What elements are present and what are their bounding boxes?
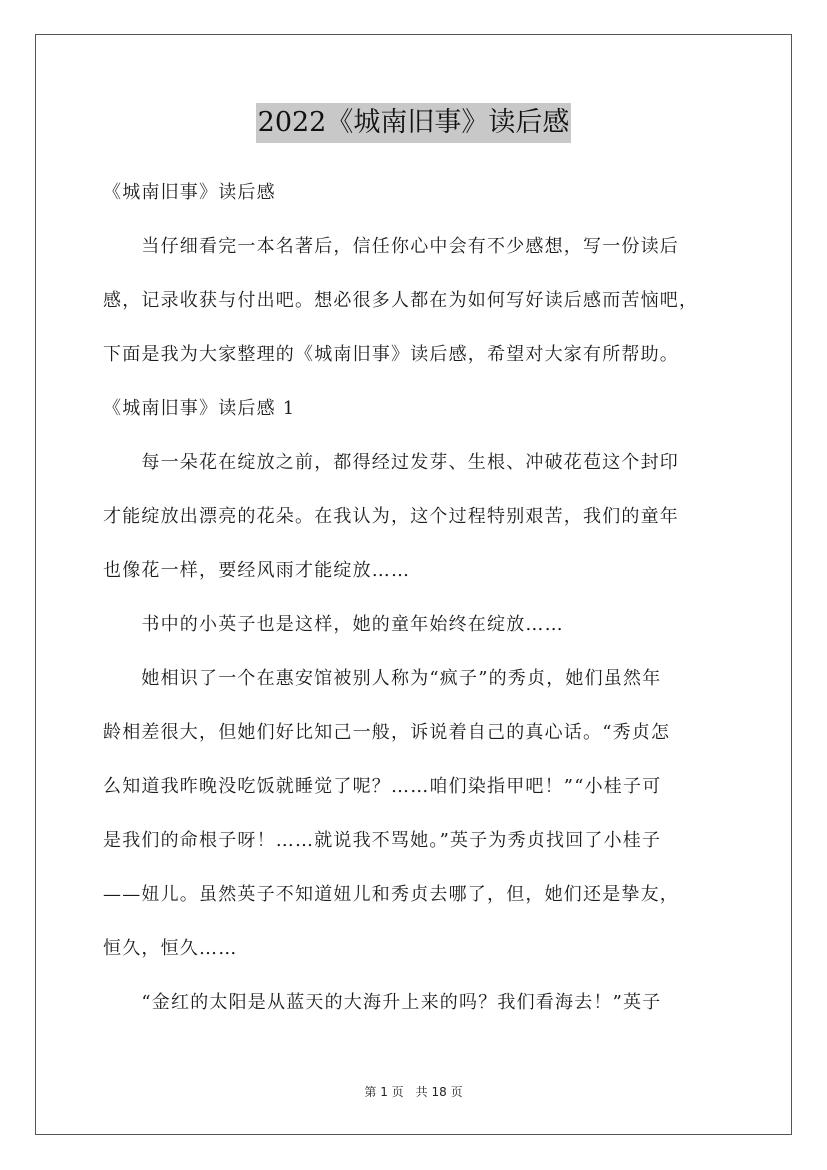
body-line: 感，记录收获与付出吧。想必很多人都在为如何写好读后感而苦恼吧，: [103, 290, 699, 311]
body-line: 恒久，恒久……: [103, 938, 238, 959]
body-line: 龄相差很大，但她们好比知己一般，诉说着自己的真心话。“秀贞怎: [103, 722, 671, 743]
body-line: 每一朵花在绽放之前，都得经过发芽、生根、冲破花苞这个封印: [103, 452, 679, 473]
body-line: 她相识了一个在惠安馆被别人称为“疯子”的秀贞，她们虽然年: [103, 668, 662, 689]
body-line: 也像花一样，要经风雨才能绽放……: [103, 560, 411, 581]
body-line: 是我们的命根子呀！……就说我不骂她。”英子为秀贞找回了小桂子: [103, 830, 662, 851]
body-line: 书中的小英子也是这样，她的童年始终在绽放……: [103, 614, 564, 635]
body-line: 下面是我为大家整理的《城南旧事》读后感，希望对大家有所帮助。: [103, 344, 679, 365]
body-line: 么知道我昨晚没吃饭就睡觉了呢？……咱们染指甲吧！”“小桂子可: [103, 776, 662, 797]
title-container: [0, 103, 827, 143]
section-heading: 《城南旧事》读后感 1: [103, 398, 296, 419]
subtitle-line: 《城南旧事》读后感: [103, 182, 276, 203]
body-line: ——妞儿。虽然英子不知道妞儿和秀贞去哪了，但，她们还是挚友，: [103, 884, 679, 905]
page-number-footer: 第 1 页 共 18 页: [364, 1085, 463, 1099]
body-line: 当仔细看完一本名著后，信任你心中会有不少感想，写一份读后: [103, 236, 679, 257]
body-line: “金红的太阳是从蓝天的大海升上来的吗？我们看海去！”英子: [103, 992, 662, 1013]
document-title: 2022《城南旧事》读后感: [256, 103, 572, 143]
body-line: 才能绽放出漂亮的花朵。在我认为，这个过程特别艰苦，我们的童年: [103, 506, 679, 527]
